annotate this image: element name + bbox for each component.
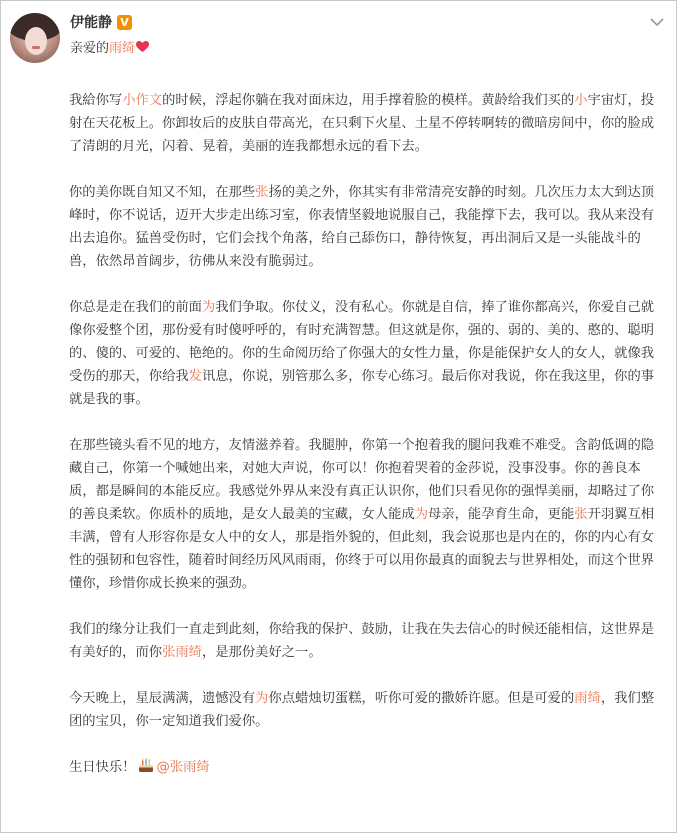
- chevron-down-icon[interactable]: [649, 16, 665, 28]
- greeting-line: [70, 37, 149, 56]
- highlighted-text: 为: [414, 507, 429, 522]
- post-paragraph: [69, 296, 659, 411]
- greeting-name: 雨绮: [109, 41, 136, 56]
- paragraph-text: 母亲，能孕育生命，更能: [428, 507, 575, 522]
- highlighted-text: 张: [574, 507, 588, 522]
- mention-link[interactable]: @张雨绮: [156, 760, 210, 775]
- highlighted-text: 雨绮: [574, 691, 601, 706]
- author-name[interactable]: 伊能静: [70, 15, 112, 31]
- paragraph-text: 今天晚上，星辰满满，遗憾没有: [69, 691, 256, 706]
- author-row: [70, 12, 132, 32]
- highlighted-text: 张雨绮: [162, 645, 202, 660]
- paragraph-text: 讯息，你说，别管那么多，你专心练习。最后你对我说，你在我这里，你的事就是我的事。: [69, 369, 655, 407]
- post-paragraph: [69, 89, 659, 158]
- paragraph-text: 我们的缘分让我们一直走到此刻，你给我的保护、鼓励，让我在失去信心的时候还能相信，这世界是有美好的，而你: [69, 622, 655, 660]
- avatar-face: [25, 27, 47, 55]
- heart-icon: [136, 41, 149, 53]
- post-paragraph: [69, 687, 659, 733]
- avatar[interactable]: [10, 13, 60, 63]
- avatar-lip: [32, 46, 40, 49]
- post-paragraph: [69, 618, 659, 664]
- verified-badge-icon: V: [117, 15, 132, 30]
- paragraph-text: 我们争取。你仗义，没有私心。你就是自信，捧了谁你都高兴，你爱自己就像你爱整个团，那份爱有时傻呼呼的，有时充满智慧。但这就是你，强的、弱的、美的、憨的、聪明的、傻的、可爱的、艳绝的。你的生命阅历给了你强大的女性力量，你是能保护女人的女人，就像我受伤的那天，你给我: [69, 300, 655, 384]
- paragraph-text: 的时候，浮起你躺在我对面床边，用手撑着脸的模样。黄龄给我们买的: [162, 93, 575, 108]
- highlighted-text: 小作文: [122, 93, 163, 108]
- paragraph-text: 在那些镜头看不见的地方，友情滋养着。我腿肿，你第一个抱着我的腿问我难不难受。含韵低调的隐藏自己，你第一个喊她出来，对她大声说，你可以！你抱着哭着的金莎说，没事没事。你的善良本质，都是瞬间的本能反应。我感觉外界从来没有真正认识你，他们只看见你的强悍美丽，却略过了你的善良柔软。你质朴的质地，是女人最美的宝藏，女人能成: [69, 438, 655, 522]
- greeting-prefix: 亲爱的: [70, 41, 110, 56]
- birthday-cake-icon: [138, 757, 154, 773]
- highlighted-text: 张: [255, 185, 269, 200]
- paragraph-text: 你点蜡烛切蛋糕，听你可爱的撒娇许愿。但是可爱的: [268, 691, 575, 706]
- paragraph-text: 开羽翼互相丰满，曾有人形容你是女人中的女人，那是指外貌的，但此刻，我会说那也是内在的，你的内心有女性的强韧和包容性，随着时间经历风风雨雨，你终于可以用你最真的面貌去与世界相处，而这个世界懂你，珍惜你成长换来的强劲。: [69, 507, 655, 591]
- paragraph-text: 你总是走在我们的前面: [69, 300, 202, 315]
- paragraph-text: 你的美你既自知又不知，在那些: [69, 185, 256, 200]
- paragraph-text: 宇宙灯，投射在天花板上。你卸妆后的皮肤自带高光，在只剩下火星、土星不停转啊转的微暗房间中，你的脸成了清朗的月光，闪着、晃着，美丽的连我都想永远的看下去。: [69, 93, 655, 154]
- highlighted-text: 为: [201, 300, 216, 315]
- paragraph-text: ，是那份美好之一。: [201, 645, 322, 660]
- post-paragraph: [69, 181, 659, 273]
- paragraph-text: ，我们整团的宝贝，你一定知道我们爱你。: [69, 691, 655, 729]
- highlighted-text: 为: [255, 691, 269, 706]
- post-paragraph: [69, 434, 659, 595]
- paragraph-text: 扬的美之外，你其实有非常清亮安静的时刻。几次压力太大到达顶峰时，你不说话，迈开大步走出练习室，你表情坚毅地说服自己，我能撑下去，我可以。我从来没有出去追你。猛兽受伤时，它们会找个角落，给自己舔伤口，静待恢复，再出洞后又是一头能战斗的兽，依然昂首阔步，彷佛从来没有脆弱过。: [69, 185, 655, 269]
- post-body: [69, 89, 659, 779]
- highlighted-text: 小: [574, 93, 588, 108]
- closing-text: 生日快乐！: [69, 760, 136, 775]
- paragraph-text: 我給你写: [69, 93, 123, 108]
- closing-line: [69, 756, 659, 779]
- highlighted-text: 发: [188, 369, 202, 384]
